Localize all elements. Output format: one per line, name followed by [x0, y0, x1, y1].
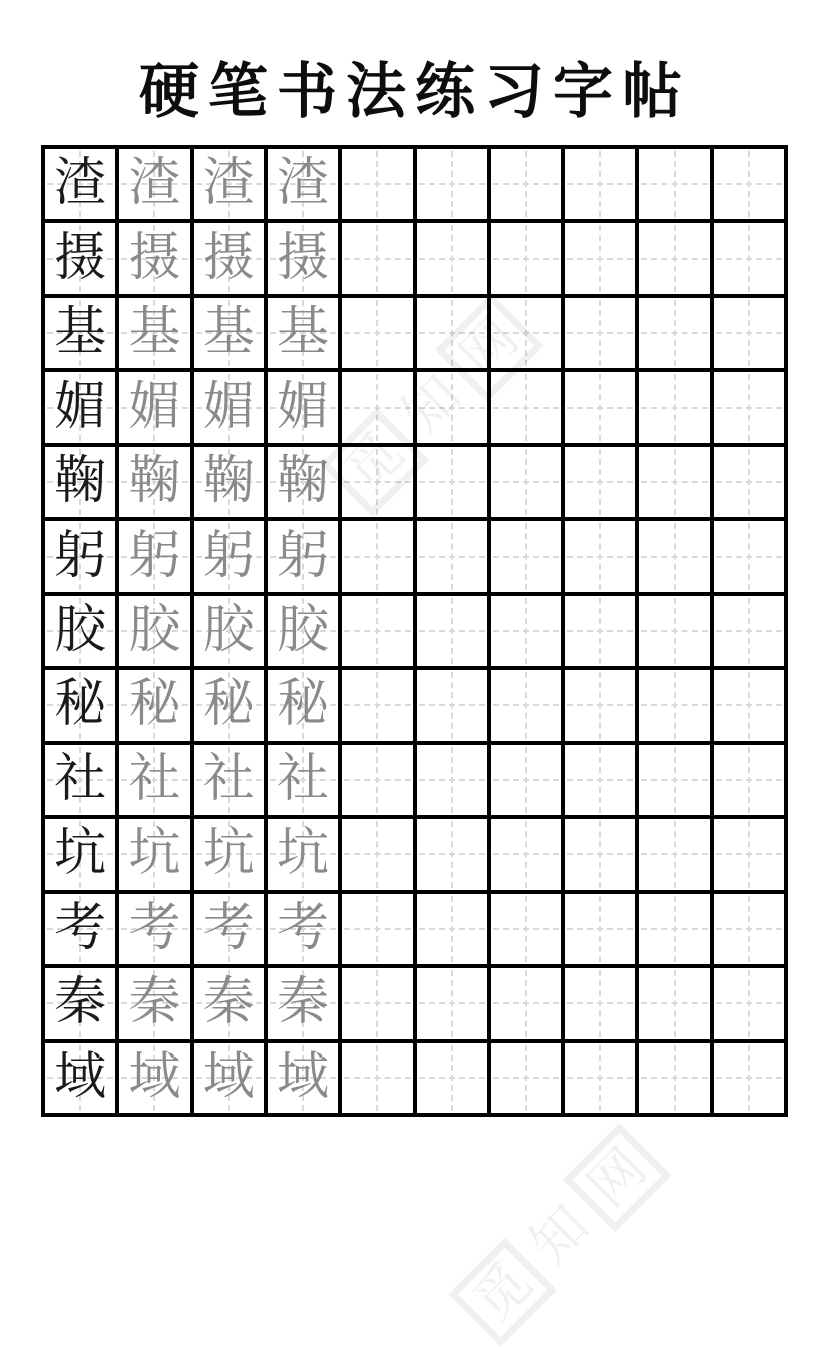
empty-cell: [342, 1043, 412, 1113]
empty-cell: [639, 670, 709, 740]
trace-cell: [119, 149, 189, 219]
empty-cell: [491, 372, 561, 442]
model-cell: [45, 149, 115, 219]
empty-cell: [714, 447, 784, 517]
empty-cell: [714, 521, 784, 591]
trace-cell: [268, 670, 338, 740]
trace-character: 基: [277, 304, 330, 362]
empty-cell: [417, 149, 487, 219]
trace-character: 秦: [202, 974, 255, 1032]
empty-cell: [417, 298, 487, 368]
empty-cell: [565, 223, 635, 293]
trace-character: 渣: [277, 155, 330, 213]
empty-cell: [639, 819, 709, 889]
model-cell: [45, 1043, 115, 1113]
trace-cell: [119, 745, 189, 815]
empty-cell: [342, 372, 412, 442]
trace-character: 胶: [128, 601, 181, 659]
empty-cell: [417, 447, 487, 517]
empty-cell: [417, 745, 487, 815]
trace-character: 媚: [128, 378, 181, 436]
trace-cell: [268, 521, 338, 591]
trace-character: 摄: [277, 229, 330, 287]
watermark-char: 觅: [462, 1251, 544, 1333]
trace-cell: [268, 894, 338, 964]
empty-cell: [417, 1043, 487, 1113]
empty-cell: [342, 447, 412, 517]
empty-cell: [565, 447, 635, 517]
trace-character: 社: [202, 750, 255, 808]
trace-cell: [119, 596, 189, 666]
model-character: 渣: [54, 155, 107, 213]
empty-cell: [714, 745, 784, 815]
empty-cell: [491, 298, 561, 368]
empty-cell: [714, 372, 784, 442]
empty-cell: [491, 596, 561, 666]
empty-cell: [565, 968, 635, 1038]
empty-cell: [565, 819, 635, 889]
model-cell: [45, 745, 115, 815]
trace-cell: [194, 670, 264, 740]
empty-cell: [342, 521, 412, 591]
model-character: 域: [54, 1048, 107, 1106]
trace-cell: [119, 521, 189, 591]
empty-cell: [491, 894, 561, 964]
trace-cell: [268, 596, 338, 666]
empty-cell: [565, 149, 635, 219]
trace-cell: [194, 745, 264, 815]
empty-cell: [491, 968, 561, 1038]
empty-cell: [417, 521, 487, 591]
model-cell: [45, 223, 115, 293]
empty-cell: [714, 894, 784, 964]
watermark: [448, 1123, 671, 1346]
empty-cell: [491, 819, 561, 889]
trace-cell: [119, 372, 189, 442]
trace-cell: [119, 298, 189, 368]
model-character: 考: [54, 899, 107, 957]
empty-cell: [714, 223, 784, 293]
trace-cell: [268, 298, 338, 368]
trace-character: 鞠: [277, 453, 330, 511]
trace-character: 社: [128, 750, 181, 808]
trace-cell: [268, 372, 338, 442]
trace-character: 考: [128, 899, 181, 957]
trace-cell: [268, 745, 338, 815]
empty-cell: [565, 745, 635, 815]
trace-cell: [119, 894, 189, 964]
trace-character: 考: [277, 899, 330, 957]
trace-character: 鞠: [128, 453, 181, 511]
trace-cell: [194, 298, 264, 368]
empty-cell: [714, 670, 784, 740]
empty-cell: [342, 968, 412, 1038]
trace-character: 域: [128, 1048, 181, 1106]
watermark-char: 知: [519, 1194, 601, 1276]
watermark-char: 网: [576, 1137, 658, 1219]
model-character: 基: [54, 304, 107, 362]
trace-cell: [268, 447, 338, 517]
trace-cell: [194, 149, 264, 219]
empty-cell: [342, 745, 412, 815]
empty-cell: [639, 447, 709, 517]
trace-cell: [119, 223, 189, 293]
trace-character: 躬: [202, 527, 255, 585]
trace-cell: [119, 670, 189, 740]
trace-cell: [268, 1043, 338, 1113]
trace-character: 基: [128, 304, 181, 362]
trace-character: 坑: [202, 825, 255, 883]
empty-cell: [565, 894, 635, 964]
model-cell: [45, 819, 115, 889]
empty-cell: [714, 596, 784, 666]
trace-character: 媚: [202, 378, 255, 436]
empty-cell: [565, 670, 635, 740]
empty-cell: [639, 1043, 709, 1113]
trace-cell: [194, 596, 264, 666]
trace-character: 躬: [128, 527, 181, 585]
empty-cell: [639, 521, 709, 591]
empty-cell: [565, 298, 635, 368]
empty-cell: [342, 670, 412, 740]
empty-cell: [417, 596, 487, 666]
empty-cell: [714, 968, 784, 1038]
trace-cell: [194, 968, 264, 1038]
trace-character: 域: [277, 1048, 330, 1106]
trace-character: 摄: [128, 229, 181, 287]
trace-cell: [194, 447, 264, 517]
empty-cell: [565, 1043, 635, 1113]
empty-cell: [491, 223, 561, 293]
empty-cell: [714, 298, 784, 368]
empty-cell: [417, 670, 487, 740]
model-character: 媚: [54, 378, 107, 436]
trace-character: 躬: [277, 527, 330, 585]
model-character: 秦: [54, 974, 107, 1032]
trace-character: 坑: [277, 825, 330, 883]
trace-cell: [194, 372, 264, 442]
watermark-diamond-icon: [563, 1123, 672, 1232]
empty-cell: [639, 223, 709, 293]
model-cell: [45, 968, 115, 1038]
page-title: 硬笔书法练习字帖: [139, 59, 691, 125]
trace-character: 社: [277, 750, 330, 808]
model-character: 摄: [54, 229, 107, 287]
model-cell: [45, 596, 115, 666]
model-cell: [45, 894, 115, 964]
trace-cell: [268, 149, 338, 219]
trace-cell: [194, 819, 264, 889]
trace-cell: [268, 968, 338, 1038]
empty-cell: [491, 745, 561, 815]
trace-character: 考: [202, 899, 255, 957]
model-cell: [45, 372, 115, 442]
trace-cell: [268, 819, 338, 889]
empty-cell: [417, 819, 487, 889]
empty-cell: [342, 819, 412, 889]
empty-cell: [639, 298, 709, 368]
empty-cell: [417, 894, 487, 964]
empty-cell: [491, 1043, 561, 1113]
trace-cell: [194, 223, 264, 293]
model-cell: [45, 447, 115, 517]
empty-cell: [417, 968, 487, 1038]
trace-character: 秘: [277, 676, 330, 734]
trace-cell: [119, 819, 189, 889]
empty-cell: [491, 670, 561, 740]
practice-grid: [41, 145, 788, 1117]
trace-character: 秘: [128, 676, 181, 734]
watermark-diamond-icon: [448, 1238, 557, 1347]
model-cell: [45, 670, 115, 740]
model-character: 坑: [54, 825, 107, 883]
trace-cell: [194, 1043, 264, 1113]
trace-character: 域: [202, 1048, 255, 1106]
trace-character: 胶: [202, 601, 255, 659]
empty-cell: [491, 521, 561, 591]
empty-cell: [639, 894, 709, 964]
trace-character: 胶: [277, 601, 330, 659]
empty-cell: [417, 372, 487, 442]
model-character: 秘: [54, 676, 107, 734]
trace-character: 鞠: [202, 453, 255, 511]
empty-cell: [342, 894, 412, 964]
empty-cell: [565, 596, 635, 666]
empty-cell: [639, 372, 709, 442]
empty-cell: [342, 596, 412, 666]
empty-cell: [714, 1043, 784, 1113]
empty-cell: [565, 521, 635, 591]
model-cell: [45, 521, 115, 591]
empty-cell: [342, 298, 412, 368]
empty-cell: [342, 223, 412, 293]
empty-cell: [491, 447, 561, 517]
model-character: 鞠: [54, 453, 107, 511]
model-character: 胶: [54, 601, 107, 659]
trace-cell: [119, 1043, 189, 1113]
trace-character: 摄: [202, 229, 255, 287]
trace-cell: [119, 968, 189, 1038]
trace-character: 秘: [202, 676, 255, 734]
empty-cell: [714, 149, 784, 219]
empty-cell: [639, 968, 709, 1038]
empty-cell: [639, 596, 709, 666]
empty-cell: [714, 819, 784, 889]
empty-cell: [342, 149, 412, 219]
trace-cell: [194, 521, 264, 591]
trace-cell: [194, 894, 264, 964]
model-cell: [45, 298, 115, 368]
trace-character: 媚: [277, 378, 330, 436]
trace-character: 基: [202, 304, 255, 362]
empty-cell: [565, 372, 635, 442]
trace-character: 秦: [128, 974, 181, 1032]
trace-character: 渣: [128, 155, 181, 213]
model-character: 躬: [54, 527, 107, 585]
trace-character: 坑: [128, 825, 181, 883]
model-character: 社: [54, 750, 107, 808]
trace-cell: [268, 223, 338, 293]
trace-cell: [119, 447, 189, 517]
empty-cell: [491, 149, 561, 219]
empty-cell: [639, 149, 709, 219]
trace-character: 秦: [277, 974, 330, 1032]
empty-cell: [417, 223, 487, 293]
trace-character: 渣: [202, 155, 255, 213]
empty-cell: [639, 745, 709, 815]
